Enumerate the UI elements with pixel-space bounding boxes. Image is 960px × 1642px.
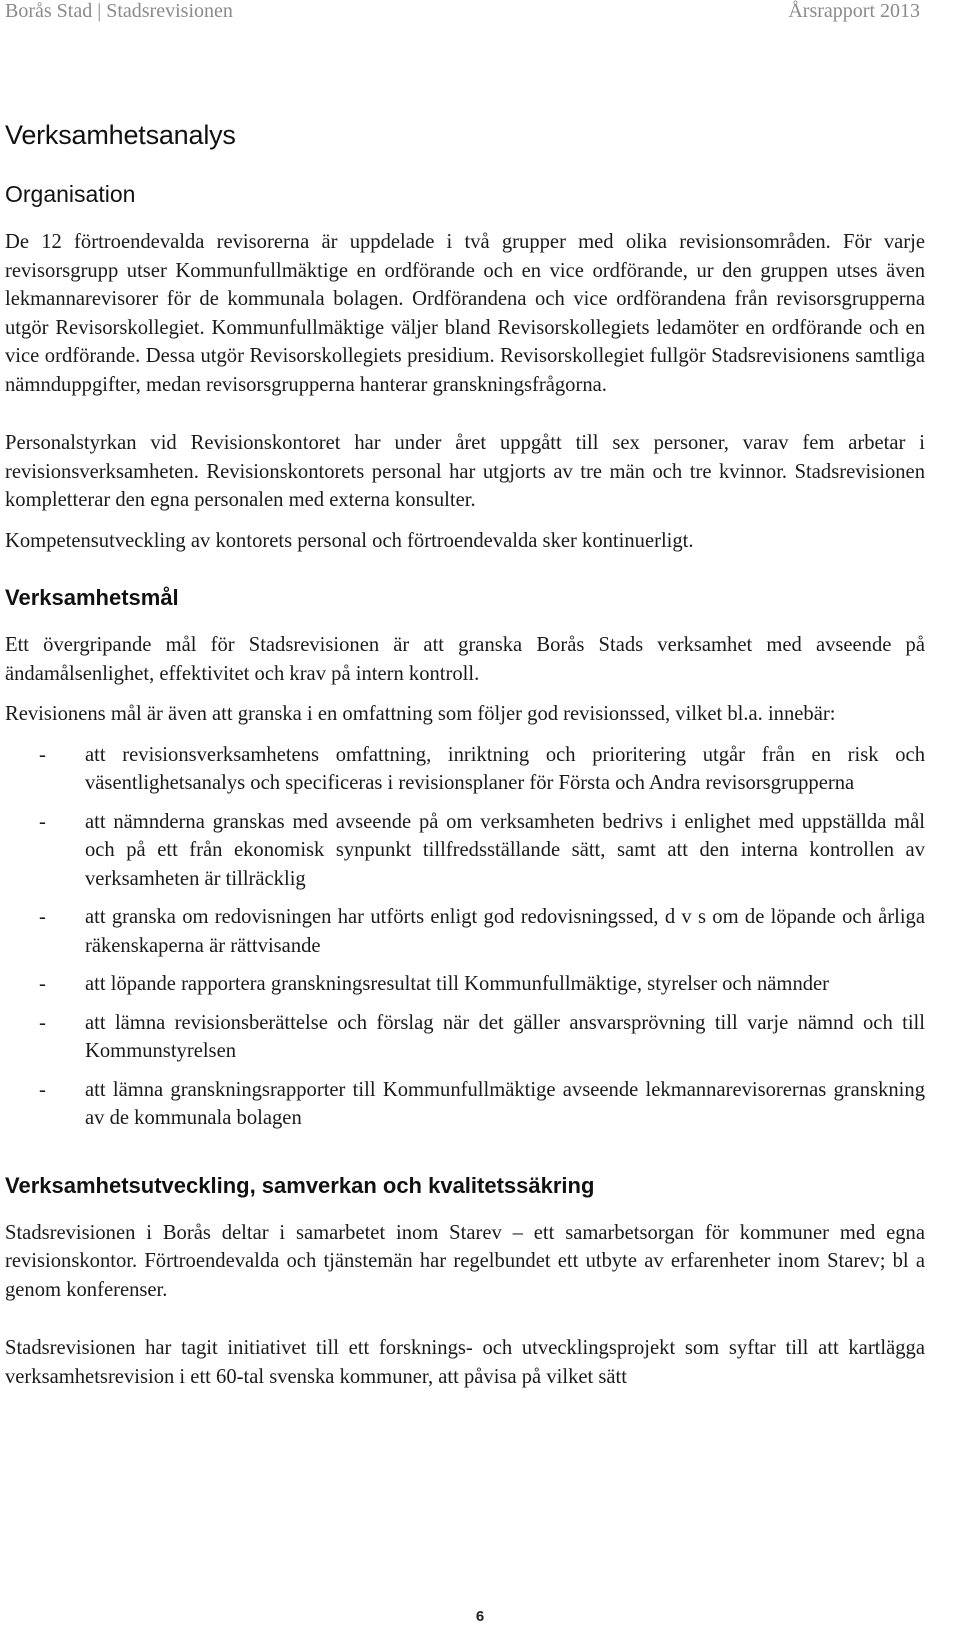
utveckling-paragraph-2: Stadsrevisionen har tagit initiativet till ett forsknings- och utvecklingsprojekt som syftar till att kartlägga verksamhetsrevision i ett 60-tal svenska kommuner, att påvisa på vilket sätt bbox=[5, 1337, 925, 1388]
document-body bbox=[5, 120, 925, 1403]
list-item bbox=[5, 1076, 925, 1133]
list-item bbox=[5, 741, 925, 798]
dash-bullet: - bbox=[39, 973, 46, 995]
list-item-text: att löpande rapportera granskningsresultat till Kommunfullmäktige, styrelser och nämnder bbox=[85, 973, 830, 995]
heading-utveckling: Verksamhetsutveckling, samverkan och kvalitetssäkring bbox=[5, 1172, 595, 1198]
organisation-paragraph-1: De 12 förtroendevalda revisorerna är uppdelade i två grupper med olika revisionsområden. För varje revisorsgrupp utser Kommunfullmäktige en ordförande och en vice ordförande, ur den gruppen utses även lekmannarevisorer för de kommunala bolagen. Ordförandena och vice ordförandena från revisorsgrupperna utgör Revisorskollegiet. Kommunfullmäktige väljer bland Revisorskollegiets ledamöter en ordförande och en vice ordförande. Dessa utgör Revisorskollegiets presidium. Revisorskollegiet fullgör Stadsrevisionens samtliga nämnduppgifter, medan revisorsgrupperna hanterar granskningsfrågorna. bbox=[5, 231, 925, 396]
goal-list bbox=[5, 741, 925, 1133]
list-item bbox=[5, 808, 925, 894]
heading-organisation: Organisation bbox=[5, 181, 136, 207]
page-title: Verksamhetsanalys bbox=[5, 120, 236, 150]
heading-verksamhetsmal: Verksamhetsmål bbox=[5, 585, 179, 610]
list-item-text: att granska om redovisningen har utförts enligt god redovisningssed, d v s om de löpande och årliga räkenskaperna är rättvisande bbox=[85, 906, 925, 957]
verksamhetsmal-paragraph-1: Ett övergripande mål för Stadsrevisionen är att granska Borås Stads verksamhet med avseende på ändamålsenlighet, effektivitet och krav på intern kontroll. bbox=[5, 634, 925, 685]
utveckling-paragraph-1: Stadsrevisionen i Borås deltar i samarbetet inom Starev – ett samarbetsorgan för kommuner med egna revisionskontor. Förtroendevalda och tjänstemän har regelbundet ett utbyte av erfarenheter inom Starev; bl a genom konferenser. bbox=[5, 1221, 925, 1301]
dash-bullet: - bbox=[39, 810, 46, 833]
list-item bbox=[5, 1009, 925, 1066]
list-item-text: att nämnderna granskas med avseende på om verksamheten bedrivs i enlighet med uppställda mål och på ett från ekonomisk synpunkt tillfredsställande sätt, samt att den interna kontrollen av verksamheten är tillräcklig bbox=[85, 810, 925, 890]
list-item-text: att revisionsverksamhetens omfattning, inriktning och prioritering utgår från en risk och väsentlighetsanalys och specificeras i revisionsplaner för Första och Andra revisorsgrupperna bbox=[85, 743, 925, 794]
list-item-text: att lämna revisionsberättelse och förslag när det gäller ansvarsprövning till varje nämnd och till Kommunstyrelsen bbox=[85, 1011, 925, 1062]
organisation-paragraph-3: Kompetensutveckling av kontorets personal och förtroendevalda sker kontinuerligt. bbox=[5, 529, 694, 552]
list-item bbox=[5, 903, 925, 960]
page-header bbox=[0, 0, 960, 30]
list-item-text: att lämna granskningsrapporter till Kommunfullmäktige avseende lekmannarevisorernas granskning av de kommunala bolagen bbox=[85, 1078, 925, 1129]
dash-bullet: - bbox=[39, 906, 46, 928]
header-right: Årsrapport 2013 bbox=[788, 0, 920, 22]
organisation-paragraph-2: Personalstyrkan vid Revisionskontoret har under året uppgått till sex personer, varav fem arbetar i revisionsverksamheten. Revisionskontorets personal har utgjorts av tre män och tre kvinnor. Stadsrevisionen kompletterar den egna personalen med externa konsulter. bbox=[5, 432, 925, 511]
dash-bullet: - bbox=[39, 1011, 46, 1034]
dash-bullet: - bbox=[39, 743, 46, 766]
dash-bullet: - bbox=[39, 1078, 46, 1101]
list-item bbox=[5, 970, 925, 999]
header-left: Borås Stad | Stadsrevisionen bbox=[5, 0, 233, 22]
verksamhetsmal-paragraph-2: Revisionens mål är även att granska i en omfattning som följer god revisionssed, vilket bl.a. innebär: bbox=[5, 703, 836, 725]
page-number: 6 bbox=[475, 1608, 485, 1625]
